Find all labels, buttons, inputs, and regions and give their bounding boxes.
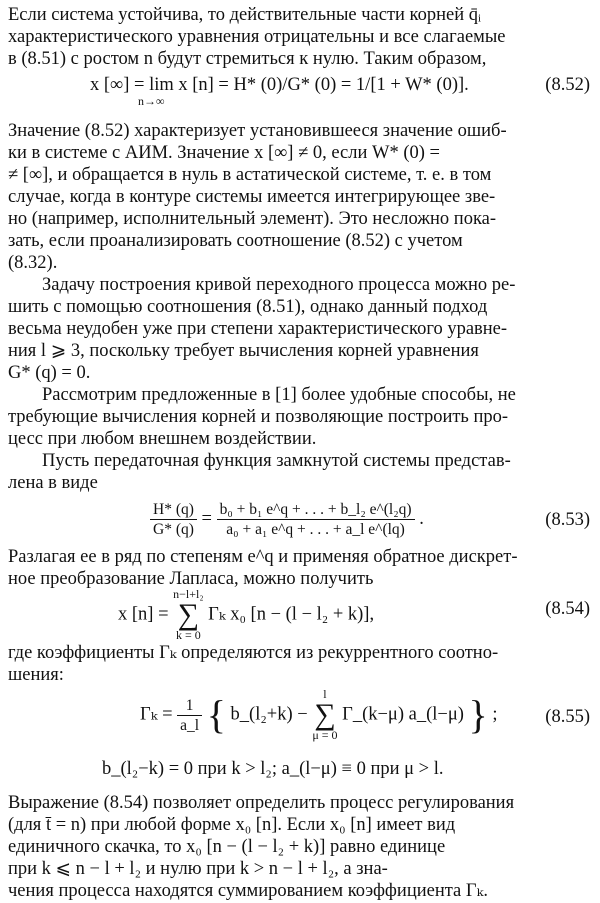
sum-symbol: l ∑ μ = 0 (312, 687, 338, 742)
text-line: где коэффициенты Γₖ определяются из рекуррентного соотно- (8, 643, 499, 663)
equation-8-55: Γₖ = $\frac{1}{a\_l}$ { b_(l₂+k) − l ∑ μ = 0 Γ_(k−μ) a_(l−μ) } ; (140, 687, 498, 742)
text-line: зать, если проанализировать соотношение (8.52) с учетом (8, 231, 463, 251)
coefficient-fraction: $\frac{1}{a\_l}$ (177, 696, 202, 735)
text-line: ки в системе с АИМ. Значение x [∞] ≠ 0, если W* (0) = (8, 143, 440, 163)
text-line: Если система устойчива, то действительные части корней q̄ᵢ (8, 5, 482, 25)
text-line: цесс при любом внешнем воздействии. (8, 429, 317, 449)
equation-8-53: $\frac{H* (q)}{G* (q)}$ = $\frac{\text{b₀ + b₁ e\textasciicircum{}q + . . . + b\_l₂ e\textasciicircum{}(l₂q)}}{\text{a₀ + a₁ e\textasciicircum{}q + . . . + a\_l e\textasciicircum{}(lq)}}$ . (150, 500, 424, 539)
text-line: Рассмотрим предложенные в [1] более удобные способы, не (42, 385, 516, 405)
text-line: ≠ [∞], и обращается в нуль в астатической системе, т. е. в том (8, 165, 492, 185)
equation-number: (8.54) (545, 599, 590, 619)
series-fraction: $\frac{\text{b₀ + b₁ e\textasciicircum{}q + . . . + b\_l₂ e\textasciicircum{}(l₂q)}}{\text{a₀ + a₁ e\textasciicircum{}q + . . . + a\_l e\textasciicircum{}(lq)}}$ (217, 500, 415, 539)
text-line: в (8.51) с ростом n будут стремиться к нулю. Таким образом, (8, 49, 487, 69)
equation-body: x [∞] = lim x [n] = H* (0)/G* (0) = 1/[1 + W* (0)]. (90, 75, 469, 95)
text-line: характеристического уравнения отрицательны и все слагаемые (8, 27, 506, 47)
equation-8-52 (90, 74, 469, 96)
text-line: Разлагая ее в ряд по степеням e^q и применяя обратное дискрет- (8, 547, 518, 567)
text-line: ния l ⩾ 3, поскольку требует вычисления корней уравнения (8, 341, 479, 361)
text-line: случае, когда в контуре системы имеется интегрирующее зве- (8, 187, 496, 207)
text-line: но (например, исполнительный элемент). Это несложно пока- (8, 209, 497, 229)
text-line: шить с помощью соотношения (8.51), однако данный подход (8, 297, 488, 317)
text-line: чения процесса находятся суммированием коэффициента Γₖ. (8, 881, 488, 901)
text-line: лена в виде (8, 473, 98, 493)
text-line: ное преобразование Лапласа, можно получить (8, 569, 374, 589)
transfer-fraction: $\frac{H* (q)}{G* (q)}$ (150, 500, 197, 539)
equation-number: (8.53) (545, 510, 590, 530)
text-line: Задачу построения кривой переходного процесса можно ре- (42, 275, 516, 295)
sum-symbol: n−l+l₂ ∑ k = 0 (173, 587, 204, 642)
text-line: Выражение (8.54) позволяет определить процесс регулирования (8, 793, 515, 813)
text-line: Значение (8.52) характеризует установившееся значение ошиб- (8, 121, 507, 141)
text-line: (для t̄ = n) при любой форме x₀ [n]. Если x₀ [n] имеет вид (8, 815, 456, 835)
text-line: единичного скачка, то x₀ [n − (l − l₂ + k)] равно единице (8, 837, 446, 857)
text-line: при k ⩽ n − l + l₂ и нулю при k > n − l + l₂, а зна- (8, 859, 388, 879)
equation-condition: b_(l₂−k) = 0 при k > l₂; a_(l−μ) ≡ 0 при μ > l. (102, 759, 444, 779)
text-line: (8.32). (8, 253, 58, 273)
text-line: шения: (8, 665, 64, 685)
text-line: требующие вычисления корней и позволяющие построить про- (8, 407, 509, 427)
text-line: весьма неудобен уже при степени характеристического уравне- (8, 319, 508, 339)
equation-number: (8.55) (545, 707, 590, 727)
lim-subscript: n→∞ (138, 94, 165, 108)
text-line: Пусть передаточная функция замкнутой системы представ- (42, 451, 511, 471)
equation-8-54: x [n] = n−l+l₂ ∑ k = 0 Γₖ x₀ [n − (l − l₂ + k)], (118, 587, 375, 642)
equation-number: (8.52) (545, 75, 590, 95)
text-line: G* (q) = 0. (8, 363, 91, 383)
